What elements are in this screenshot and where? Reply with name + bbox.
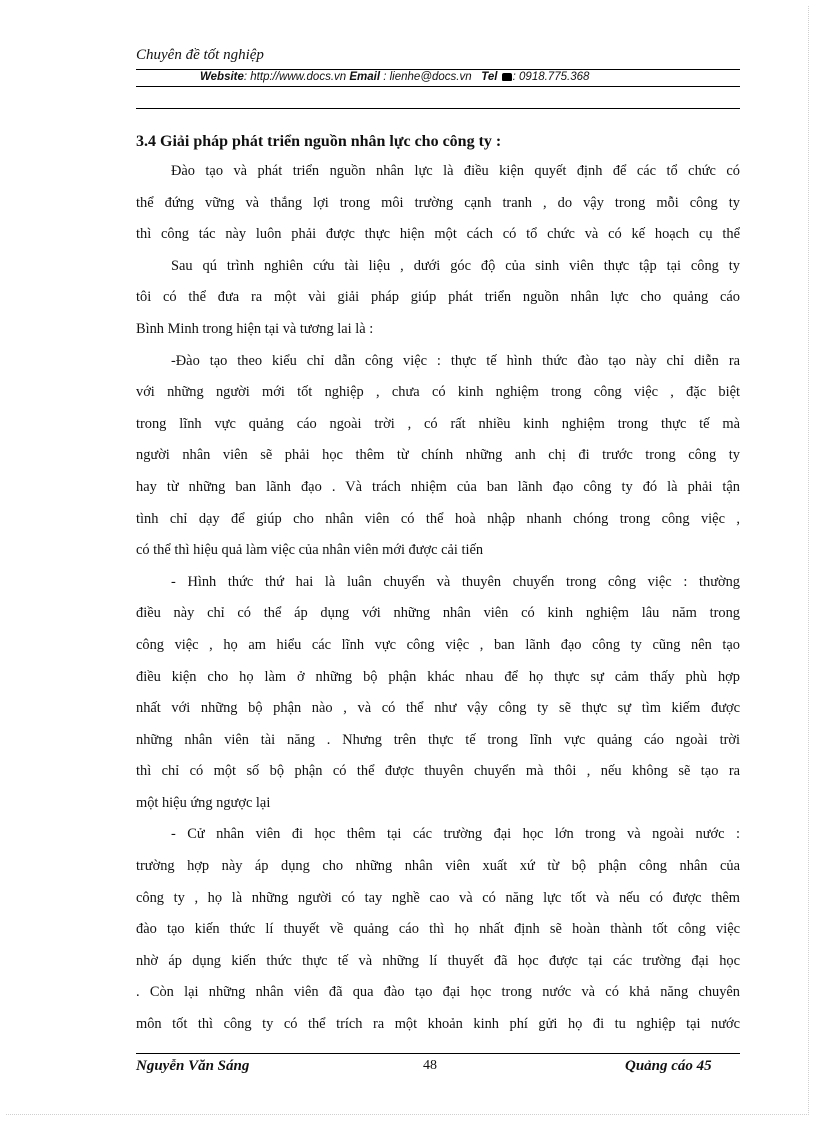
header-rule xyxy=(136,86,740,87)
body-line: những nhân viên tài năng . Nhưng trên thực tế trong lĩnh vực quảng cáo ngoài trời xyxy=(136,731,740,748)
tel-label: Tel xyxy=(481,71,498,83)
body-line: Bình Minh trong hiện tại và tương lai là : xyxy=(136,320,374,337)
body-line: điều kiện cho họ làm ở những bộ phận khác nhau để họ thực sự cảm thấy phù hợp xyxy=(136,668,740,685)
header-contact xyxy=(200,71,589,83)
body-line: công việc , họ am hiểu các lĩnh vực công việc , ban lãnh đạo công ty cũng nên tạo xyxy=(136,636,740,653)
body-line: - Hình thức thứ hai là luân chuyển và thuyên chuyển trong công việc : thường xyxy=(171,573,740,590)
body-line: điều này chỉ có thể áp dụng với những nhân viên có kinh nghiệm lâu năm trong xyxy=(136,605,740,622)
website-label: Website xyxy=(200,71,244,83)
phone-icon xyxy=(502,73,512,81)
body-line: thể đứng vững và thắng lợi trong môi trường cạnh tranh , do vậy trong mỗi công ty xyxy=(136,194,740,211)
body-line: đào tạo kiến thức lí thuyết về quảng cáo thì họ nhất định sẽ hoàn thành tốt công việc xyxy=(136,921,740,938)
body-line: thì công tác này luôn phải được thực hiện một cách có tổ chức và có kế hoạch cụ thể xyxy=(136,226,740,243)
body-line: tình chỉ dạy để giúp cho nhân viên có thể hoà nhập nhanh chóng trong công việc , xyxy=(136,510,740,527)
email-label: Email xyxy=(349,71,381,83)
body-line: nhờ áp dụng kiến thức thực tế và những lí thuyết đã học được tại các trường đại học xyxy=(136,952,740,969)
header-rule xyxy=(136,69,740,70)
tel-value: : 0918.775.368 xyxy=(512,71,590,83)
email-value[interactable]: : lienhe@docs.vn xyxy=(380,71,472,83)
body-line: nhất với những bộ phận nào , và có thể như vậy công ty sẽ thực sự tìm kiếm được xyxy=(136,700,740,717)
body-line: -Đào tạo theo kiểu chỉ dẫn công việc : thực tế hình thức đào tạo này chỉ diễn ra xyxy=(171,352,740,369)
header-rule xyxy=(136,108,740,109)
section-heading: 3.4 Giải pháp phát triển nguồn nhân lực cho công ty : xyxy=(136,133,502,150)
footer-course: Quảng cáo 45 xyxy=(625,1058,712,1074)
website-value[interactable]: : http://www.docs.vn xyxy=(243,71,347,83)
body-line: với những người mới tốt nghiệp , chưa có kinh nghiệm trong công việc , đặc biệt xyxy=(136,384,740,401)
body-line: trường hợp này áp dụng cho những nhân viên xuất xứ từ bộ phận công nhân của xyxy=(136,858,740,875)
body-line: trong lĩnh vực quảng cáo ngoài trời , có rất nhiều kinh nghiệm trong thực tế mà xyxy=(136,415,740,432)
body-line: một hiệu ứng ngược lại xyxy=(136,794,271,811)
body-line: - Cử nhân viên đi học thêm tại các trường đại học lớn trong và ngoài nước : xyxy=(171,826,740,843)
body-line: . Còn lại những nhân viên đã qua đào tạo đại học trong nước và có khả năng chuyên xyxy=(136,984,740,1001)
body-line: tôi có thể đưa ra một vài giải pháp giúp phát triển nguồn nhân lực cho quảng cáo xyxy=(136,289,740,306)
body-line: Đào tạo và phát triển nguồn nhân lực là điều kiện quyết định để các tổ chức có xyxy=(171,163,740,179)
body-line: Sau qú trình nghiên cứu tài liệu , dưới góc độ của sinh viên thực tập tại công ty xyxy=(171,257,740,274)
header-title: Chuyên đề tốt nghiệp xyxy=(136,47,264,63)
footer-author: Nguyễn Văn Sáng xyxy=(136,1058,250,1074)
body-line: hay từ những ban lãnh đạo . Và trách nhiệm của ban lãnh đạo công ty đó là phải tận xyxy=(136,478,740,495)
body-line: thì chỉ có một số bộ phận có thể được thuyên chuyển mà thôi , nếu không sẽ tạo ra xyxy=(136,763,740,780)
body-text xyxy=(136,156,740,1041)
body-line: công ty , họ là những người có tay nghề cao và có năng lực tốt và nếu có được thêm xyxy=(136,889,740,906)
footer-rule xyxy=(136,1053,740,1054)
body-line: môn tốt thì công ty có thể trích ra một khoản kinh phí gửi họ đi tu nghiệp tại nước xyxy=(136,1016,740,1033)
body-line: người nhân viên sẽ phải học thêm từ chính những anh chị đi trước trong công ty xyxy=(136,447,740,464)
page-number: 48 xyxy=(423,1058,437,1073)
body-line: có thể thì hiệu quả làm việc của nhân viên mới được cải tiến xyxy=(136,542,484,559)
